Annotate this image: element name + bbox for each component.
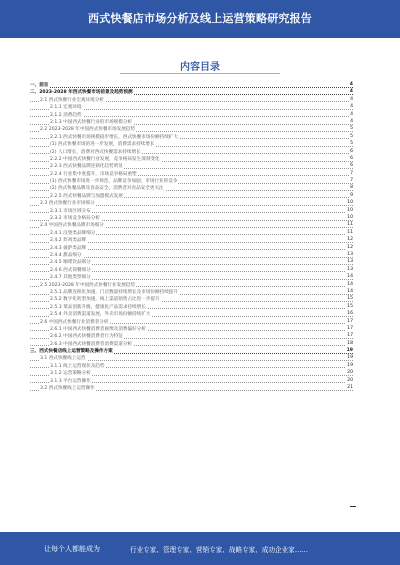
toc-entry-title: 2.2 2023-2028 年中国西式快餐市场发展趋势 [40, 127, 135, 133]
toc-entry-title: 3.2 西式快餐线上运营操作 [40, 386, 95, 392]
toc-entry-title: 2.1.2 消费趋势 [50, 112, 82, 118]
toc-entry-title: 3.1.1 线上运营现状及趋势 [50, 363, 105, 369]
toc-page-number: 19 [347, 362, 353, 368]
toc-entry-title: 2.4.6 西式简餐细分 [50, 267, 91, 273]
toc-entry-title: 3.1.3 平台运营操作 [50, 378, 91, 384]
toc-entry[interactable] [30, 119, 353, 126]
toc-entry[interactable] [30, 363, 353, 370]
toc-entry[interactable] [30, 370, 353, 377]
toc-page-number: 14 [347, 281, 353, 287]
toc-entry[interactable] [30, 282, 353, 289]
toc-entry[interactable] [30, 215, 353, 222]
page-marker [350, 506, 356, 507]
toc-entry[interactable] [30, 304, 353, 311]
toc-page-number: 17 [347, 333, 353, 339]
toc-entry[interactable] [30, 333, 353, 340]
toc-page-number: 4 [350, 96, 353, 102]
toc-page-number: 5 [350, 126, 353, 132]
toc-entry[interactable] [30, 163, 353, 170]
toc-page-number: 10 [347, 200, 353, 206]
toc-entry[interactable] [30, 259, 353, 266]
toc-entry-title: (1) 西式快餐市场的进一步发展，消费需求持续增长 [50, 142, 155, 148]
toc-entry-title: 2.3.1 市场区域分布 [50, 208, 91, 214]
toc-page-number: 4 [350, 104, 353, 110]
toc-entry[interactable] [30, 112, 353, 119]
toc-entry[interactable] [30, 319, 353, 326]
toc-entry-title: 2.2.5 西式快餐品牌与加盟模式发展 [50, 193, 123, 199]
report-title: 西式快餐店市场分析及线上运营策略研究报告 [88, 12, 312, 25]
toc-page-number: 6 [350, 163, 353, 169]
toc-page-number: 4 [349, 82, 353, 87]
toc-entry-title: 2.2.2 中国西式快餐行业发展，竞争格局发生深刻变化 [50, 156, 160, 162]
toc-page-number: 11 [347, 222, 353, 228]
toc-entry[interactable] [30, 267, 353, 274]
toc-entry-title: 2.4.4 甜品细分 [50, 252, 82, 258]
toc-entry-title: (1) 西式快餐市场进一步规范，品牌竞争加剧，市场行业的竞争 [50, 179, 178, 185]
toc-entry[interactable] [30, 222, 353, 229]
toc-page-number: 20 [347, 377, 353, 383]
toc-entry-title: 2.5.3 菜品创新升级，健康化产品需求持续增长 [50, 304, 146, 310]
toc-entry[interactable] [30, 82, 353, 89]
toc-page-number: 21 [347, 385, 353, 391]
toc-entry[interactable] [30, 141, 353, 148]
toc-entry[interactable] [30, 156, 353, 163]
toc-entry[interactable] [30, 311, 353, 318]
toc-entry[interactable] [30, 126, 353, 133]
toc-leader-dots [30, 87, 353, 88]
table-of-contents [30, 82, 353, 392]
toc-entry-title: 2.5 2023-2028 年中国西式快餐行业发展趋势 [40, 282, 135, 288]
toc-entry-title: 2.4.1 汉堡类品牌细分 [50, 230, 96, 236]
toc-entry-title: 三、西式快餐店线上运营策略及操作方案 [30, 349, 113, 355]
toc-entry-title: 2.5.1 品牌连锁化加速，门店数量持续增长及市场份额持续提升 [50, 289, 178, 295]
toc-page-number: 11 [347, 229, 353, 235]
toc-page-number: 12 [347, 244, 353, 250]
toc-entry-title: 2.6.2 中国西式快餐消费者行为特征 [50, 334, 123, 340]
toc-entry[interactable] [30, 274, 353, 281]
toc-page-number: 15 [347, 296, 353, 302]
toc-page-number: 19 [347, 355, 353, 361]
page-footer [0, 532, 400, 565]
toc-entry[interactable] [30, 104, 353, 111]
toc-entry-title: (2) 西式快餐品牌及食品安全，消费者对食品安全更关注 [50, 186, 164, 192]
toc-entry[interactable] [30, 149, 353, 156]
toc-page-number: 18 [347, 340, 353, 346]
toc-entry-title: 2.6.3 中国西式快餐消费者消费渠道分析 [50, 341, 133, 347]
toc-page-number: 4 [350, 118, 353, 124]
toc-page-number: 13 [347, 251, 353, 257]
toc-entry[interactable] [30, 89, 353, 96]
toc-page-number: 14 [347, 274, 353, 280]
toc-entry-title: 2.5.4 外卖消费渠道发展，外卖市场份额持续扩大 [50, 312, 151, 318]
toc-entry-title: 2.1 西式快餐行业宏观环境分析 [40, 97, 104, 103]
toc-page-number: 20 [347, 370, 353, 376]
toc-entry[interactable] [30, 134, 353, 141]
toc-page-number: 17 [347, 325, 353, 331]
toc-page-number: 16 [347, 311, 353, 317]
toc-entry[interactable] [30, 326, 353, 333]
toc-page-number: 7 [350, 178, 353, 184]
footer-roles: 行业专家、管理专家、营销专家、战略专家、成功企业家…… [130, 546, 309, 554]
page-header [0, 0, 400, 38]
toc-entry-title: 2.4.7 其他类型细分 [50, 275, 91, 281]
toc-heading: 内容目录 [180, 62, 220, 73]
toc-page-number: 4 [350, 111, 353, 117]
toc-entry[interactable] [30, 185, 353, 192]
toc-entry[interactable] [30, 237, 353, 244]
toc-entry-title: 二、2023-2028 年西式快餐市场前景及趋势预测 [30, 90, 133, 96]
toc-entry[interactable] [30, 208, 353, 215]
toc-entry-title: 2.4 中国西式快餐品牌市场细分 [40, 223, 104, 229]
toc-entry-title: 2.4.2 炸鸡类品牌 [50, 238, 87, 244]
toc-entry[interactable] [30, 341, 353, 348]
toc-entry[interactable] [30, 193, 353, 200]
toc-page-number: 8 [350, 185, 353, 191]
toc-entry-title: 2.4.3 披萨类品牌 [50, 245, 87, 251]
toc-entry-title: 2.2.3 西式快餐品牌连锁化趋势明显 [50, 164, 123, 170]
toc-page-number: 5 [350, 141, 353, 147]
toc-page-number: 5 [350, 133, 353, 139]
toc-entry-title: 3.1 西式快餐线上运营 [40, 356, 86, 362]
toc-page-number: 13 [347, 259, 353, 265]
toc-entry-title: 2.3.2 市场竞争格局分析 [50, 216, 100, 222]
toc-page-number: 10 [347, 207, 353, 213]
toc-entry[interactable] [30, 97, 353, 104]
toc-entry-title: 2.6 中国西式快餐行业消费者分析 [40, 319, 109, 325]
toc-entry-title: (2) 人口增长，消费对西式快餐需求持续增长 [50, 149, 141, 155]
toc-entry[interactable] [30, 348, 353, 355]
toc-page-number: 13 [347, 266, 353, 272]
toc-entry[interactable] [30, 385, 353, 392]
toc-entry-title: 一、前言 [30, 83, 49, 88]
toc-entry[interactable] [30, 200, 353, 207]
toc-page-number: 12 [347, 237, 353, 243]
toc-page-number: 7 [350, 170, 353, 176]
toc-page-number: 14 [347, 288, 353, 294]
toc-entry[interactable] [30, 230, 353, 237]
toc-entry[interactable] [30, 378, 353, 385]
toc-entry[interactable] [30, 245, 353, 252]
toc-entry-title: 2.6.1 中国西式快餐消费者画像及消费偏好分析 [50, 326, 146, 332]
toc-entry[interactable] [30, 171, 353, 178]
toc-page-number: 10 [347, 215, 353, 221]
toc-entry-title: 2.5.2 数字化转型加速，线上渠道销售占比进一步提升 [50, 297, 160, 303]
toc-entry-title: 2.4.5 咖啡饮品细分 [50, 260, 91, 266]
toc-page-number: 19 [346, 348, 353, 354]
toc-entry[interactable] [30, 289, 353, 296]
toc-entry-title: 3.1.2 运营策略分析 [50, 371, 91, 377]
heading-rule [120, 73, 280, 74]
toc-entry-title: 2.1.1 宏观环境 [50, 105, 82, 111]
toc-page-number: 9 [350, 192, 353, 198]
toc-entry[interactable] [30, 296, 353, 303]
toc-page-number: 17 [347, 318, 353, 324]
toc-entry-title: 2.2.4 行业集中度提升，市场竞争格局重塑 [50, 171, 137, 177]
toc-page-number: 6 [350, 148, 353, 154]
toc-entry[interactable] [30, 355, 353, 362]
toc-page-number: 4 [349, 89, 353, 95]
toc-entry-title: 2.2.1 西式快餐市场规模稳步增长，西式快餐市场份额持续扩大 [50, 134, 178, 140]
toc-entry[interactable] [30, 178, 353, 185]
toc-entry[interactable] [30, 252, 353, 259]
toc-page-number: 6 [350, 155, 353, 161]
toc-entry-title: 2.3 西式快餐行业市场细分 [40, 201, 95, 207]
toc-entry-title: 2.1.3 中国西式快餐行业的市场规模分析 [50, 119, 133, 125]
footer-slogan: 让每个人都能成为 [44, 545, 100, 553]
toc-page-number: 15 [347, 303, 353, 309]
